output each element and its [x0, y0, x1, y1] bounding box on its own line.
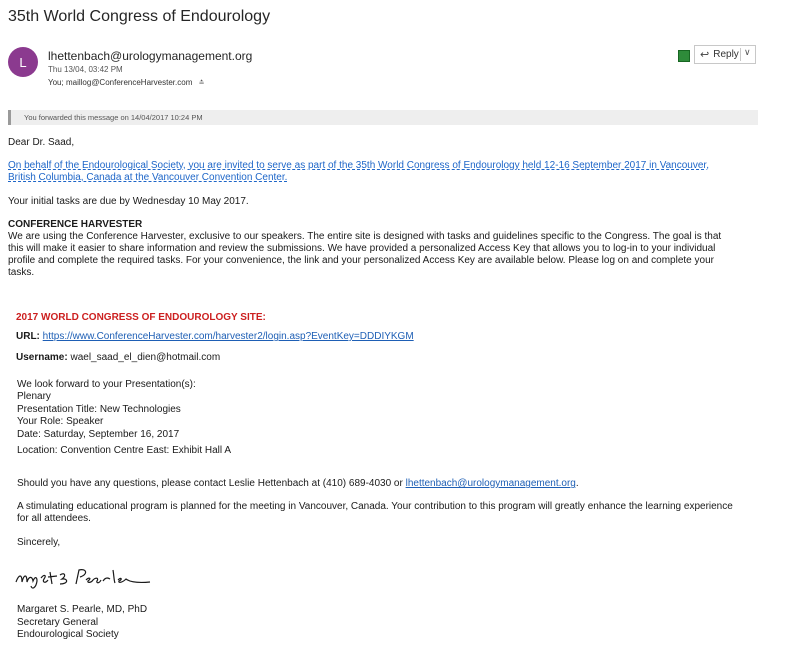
reply-button[interactable]	[694, 45, 756, 64]
recipient-address[interactable]: maillog@ConferenceHarvester.com	[65, 78, 193, 87]
contact-email-link[interactable]: lhettenbach@urologymanagement.org	[405, 478, 576, 489]
recipient-you: You;	[48, 78, 64, 87]
invitation-line-1[interactable]: On behalf of the Endourological Society, you are invited to serve as part of the 35th World Congress of Endourology held 12-16 September 2017 in Vancouver,	[8, 160, 709, 171]
reply-divider	[740, 48, 741, 61]
url-row	[16, 331, 414, 344]
harvester-login-link[interactable]: https://www.ConferenceHarvester.com/harvester2/login.asp?EventKey=DDDIYKGM	[42, 331, 414, 342]
signer-organization: Endourological Society	[17, 629, 119, 640]
sent-date: Thu 13/04, 03:42 PM	[48, 65, 123, 74]
handwritten-signature	[14, 566, 154, 592]
username-value: wael_saad_el_dien@hotmail.com	[70, 352, 221, 363]
reply-label: Reply	[713, 49, 739, 60]
reply-dropdown-icon[interactable]: ∨	[744, 47, 751, 57]
program-line-2: for all attendees.	[17, 513, 91, 524]
signer-title: Secretary General	[17, 617, 99, 628]
expand-recipients-icon[interactable]: ≛	[198, 80, 205, 87]
due-date-text: Your initial tasks are due by Wednesday 10 May 2017.	[8, 196, 249, 207]
harvester-heading: CONFERENCE HARVESTER	[8, 219, 143, 230]
username-label: Username:	[16, 352, 68, 363]
presentation-intro: We look forward to your Presentation(s):	[17, 379, 196, 390]
presentation-role: Your Role: Speaker	[17, 416, 104, 427]
recipients	[48, 78, 204, 87]
questions-suffix: .	[575, 478, 579, 489]
category-flag-icon[interactable]	[678, 50, 690, 62]
reply-arrow-icon: ↩	[700, 49, 710, 61]
email-subject: 35th World Congress of Endourology	[8, 8, 271, 25]
presentation-title: Presentation Title: New Technologies	[17, 404, 181, 415]
harvester-line-3: profile and complete the required tasks. For your convenience, the link and your personalized Access Key are available below. Please log on and complete your	[8, 255, 714, 266]
closing: Sincerely,	[17, 537, 61, 548]
presentation-location: Location: Convention Centre East: Exhibit Hall A	[17, 445, 232, 456]
invitation-line-2[interactable]: British Columbia, Canada at the Vancouver Convention Center.	[8, 172, 288, 183]
harvester-line-2: this will make it easier to share information and review the submissions. We have provided a personalized Access Key that allows you to log-in to your individual	[8, 243, 716, 254]
harvester-line-1: We are using the Conference Harvester, exclusive to our speakers. The entire site is designed with tasks and guidelines specific to the Congress. The goal is that	[8, 231, 722, 242]
sender-email[interactable]: lhettenbach@urologymanagement.org	[48, 49, 253, 63]
forward-notice: You forwarded this message on 14/04/2017 10:24 PM	[8, 110, 758, 125]
username-row	[16, 352, 220, 365]
questions-text	[17, 478, 579, 491]
sender-avatar[interactable]: L	[8, 47, 38, 77]
program-line-1: A stimulating educational program is planned for the meeting in Vancouver, Canada. Your contribution to this program will greatly enhance the learning experience	[17, 501, 733, 512]
presentation-date: Date: Saturday, September 16, 2017	[17, 429, 180, 440]
signer-name: Margaret S. Pearle, MD, PhD	[17, 604, 148, 615]
session-name: Plenary	[17, 391, 51, 402]
harvester-line-4: tasks.	[8, 267, 35, 278]
url-label: URL:	[16, 331, 40, 342]
questions-prefix: Should you have any questions, please contact Leslie Hettenbach at (410) 689-4030 or	[17, 478, 406, 489]
greeting: Dear Dr. Saad,	[8, 137, 75, 148]
site-heading: 2017 WORLD CONGRESS OF ENDOUROLOGY SITE:	[16, 312, 266, 323]
